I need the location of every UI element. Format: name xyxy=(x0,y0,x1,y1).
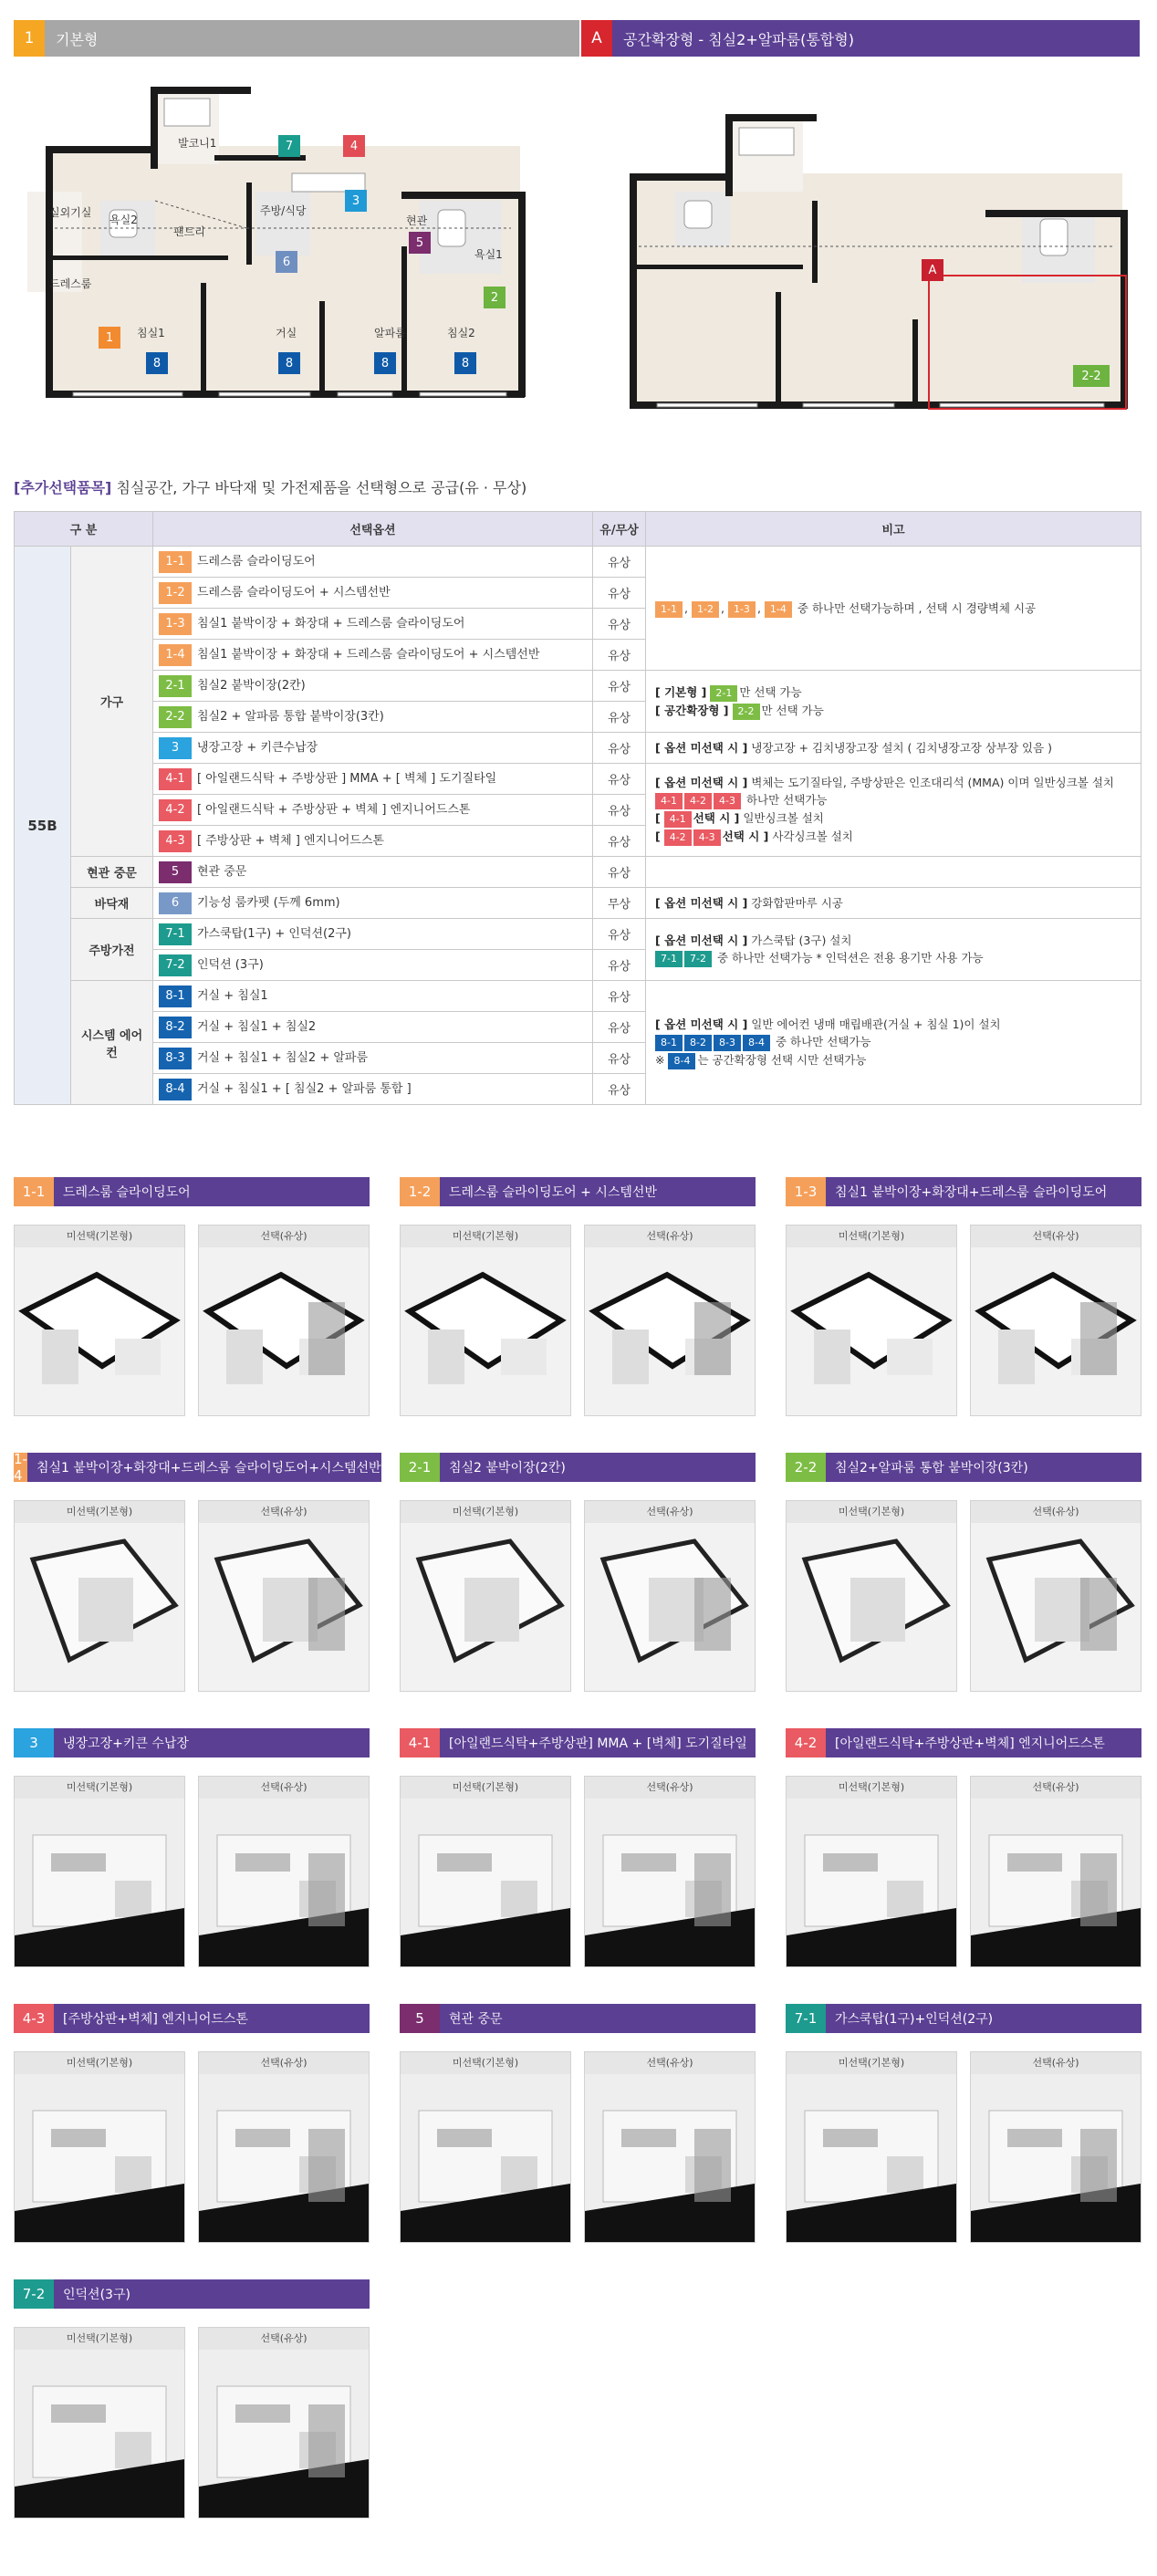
option-card-title: 현관 중문 xyxy=(440,2004,756,2033)
after-illustration xyxy=(971,2074,1141,2242)
room-outdoor-unit: 실외기실 xyxy=(49,206,92,219)
option-1-4: 1-4 침실1 붙박이장 + 화장대 + 드레스룸 슬라이딩도어 + 시스템선반 xyxy=(153,640,593,671)
before-image xyxy=(400,1500,571,1692)
option-card-title: 침실2 붙박이장(2칸) xyxy=(440,1453,756,1482)
option-card-1-1 xyxy=(14,1177,370,1416)
option-card-code: 7-2 xyxy=(14,2279,54,2309)
option-card-2-2 xyxy=(786,1453,1141,1692)
after-illustration xyxy=(585,1247,755,1415)
option-2-1: 2-1 침실2 붙박이장(2칸) xyxy=(153,671,593,702)
option-card-5 xyxy=(400,2004,756,2243)
before-illustration xyxy=(15,1247,184,1415)
before-caption: 미선택(기본형) xyxy=(401,1777,570,1799)
options-table xyxy=(14,511,1141,1105)
plan-badge-5: 5 xyxy=(409,232,431,254)
before-image xyxy=(14,2327,185,2519)
basic-plan-header xyxy=(14,20,579,57)
before-caption: 미선택(기본형) xyxy=(401,1225,570,1247)
extended-floor-plan-drawing xyxy=(620,110,1131,420)
before-caption: 미선택(기본형) xyxy=(787,1225,956,1247)
note-3: [ 옵션 미선택 시 ] 냉장고장 + 김치냉장고장 설치 ( 김치냉장고장 상부장 있음 ) xyxy=(646,733,1141,764)
option-card-code: 4-1 xyxy=(400,1728,440,1757)
before-image xyxy=(400,1225,571,1416)
option-card-code: 4-2 xyxy=(786,1728,826,1757)
before-image xyxy=(400,1776,571,1967)
before-illustration xyxy=(401,1799,570,1966)
option-card-images xyxy=(786,1225,1141,1416)
after-illustration xyxy=(199,2350,369,2518)
paid-cell: 유상 xyxy=(593,547,646,578)
after-illustration xyxy=(585,2074,755,2242)
option-card-header xyxy=(14,2279,370,2309)
paid-cell: 유상 xyxy=(593,919,646,950)
paid-cell: 유상 xyxy=(593,1074,646,1105)
table-row xyxy=(15,733,1141,764)
before-illustration xyxy=(787,2074,956,2242)
after-image xyxy=(970,1500,1141,1692)
paid-cell: 유상 xyxy=(593,857,646,888)
option-card-code: 1-2 xyxy=(400,1177,440,1206)
option-card-title: 침실1 붙박이장+화장대+드레스룸 슬라이딩도어 xyxy=(826,1177,1141,1206)
option-3: 3 냉장고장 + 키큰수납장 xyxy=(153,733,593,764)
option-8-3: 8-3 거실 + 침실1 + 침실2 + 알파룸 xyxy=(153,1043,593,1074)
option-card-title: [주방상판+벽체] 엔지니어드스톤 xyxy=(54,2004,370,2033)
header-category: 구 분 xyxy=(15,512,153,547)
room-alpha: 알파룸 xyxy=(374,327,406,339)
option-card-7-2 xyxy=(14,2279,370,2519)
before-caption: 미선택(기본형) xyxy=(787,1501,956,1523)
room-kitchen: 주방/식당 xyxy=(260,204,307,217)
option-card-7-1 xyxy=(786,2004,1141,2243)
room-bath2: 욕실2 xyxy=(109,214,138,226)
before-caption: 미선택(기본형) xyxy=(15,2052,184,2074)
before-illustration xyxy=(787,1247,956,1415)
room-dressroom: 드레스룸 xyxy=(49,277,92,290)
group-furniture: 가구 xyxy=(71,547,153,857)
option-1-3: 1-3 침실1 붙박이장 + 화장대 + 드레스룸 슬라이딩도어 xyxy=(153,609,593,640)
after-caption: 선택(유상) xyxy=(585,1501,755,1523)
before-caption: 미선택(기본형) xyxy=(401,1501,570,1523)
option-card-code: 7-1 xyxy=(786,2004,826,2033)
after-image xyxy=(970,1776,1141,1967)
option-card-title: 가스쿡탑(1구)+인덕션(2구) xyxy=(826,2004,1141,2033)
room-bed1: 침실1 xyxy=(137,327,165,339)
note-7: [ 옵션 미선택 시 ] 가스쿡탑 (3구) 설치 7-1 7-2 중 하나만 선택가능 * 인덕션은 전용 용기만 사용 가능 xyxy=(646,919,1141,981)
note-2: [ 기본형 ] 2-1 만 선택 가능 [ 공간확장형 ] 2-2 만 선택 가능 xyxy=(646,671,1141,733)
before-caption: 미선택(기본형) xyxy=(401,2052,570,2074)
basic-floor-plan xyxy=(18,82,538,411)
option-card-images xyxy=(400,1225,756,1416)
after-caption: 선택(유상) xyxy=(199,1225,369,1247)
plan-badge-8: 8 xyxy=(146,352,168,374)
header-option: 선택옵션 xyxy=(153,512,593,547)
plan-badge-7: 7 xyxy=(278,135,300,157)
option-8-4: 8-4 거실 + 침실1 + [ 침실2 + 알파룸 통합 ] xyxy=(153,1074,593,1105)
after-illustration xyxy=(971,1799,1141,1966)
table-header-row xyxy=(15,512,1141,547)
option-card-images xyxy=(14,1500,370,1692)
basic-plan-title: 기본형 xyxy=(45,20,579,57)
option-card-code: 1-1 xyxy=(14,1177,54,1206)
paid-cell: 유상 xyxy=(593,578,646,609)
after-illustration xyxy=(585,1799,755,1966)
after-image xyxy=(584,1225,756,1416)
option-card-header xyxy=(400,1728,756,1757)
table-row xyxy=(15,857,1141,888)
paid-cell: 유상 xyxy=(593,733,646,764)
option-4-3: 4-3 [ 주방상판 + 벽체 ] 엔지니어드스톤 xyxy=(153,826,593,857)
before-image xyxy=(14,2051,185,2243)
option-card-header xyxy=(786,2004,1141,2033)
option-2-2: 2-2 침실2 + 알파룸 통합 붙박이장(3칸) xyxy=(153,702,593,733)
after-image xyxy=(584,2051,756,2243)
table-row xyxy=(15,981,1141,1012)
after-image xyxy=(198,1776,370,1967)
plan-badge-3: 3 xyxy=(345,190,367,212)
option-6: 6 기능성 룸카펫 (두께 6mm) xyxy=(153,888,593,919)
room-pantry: 팬트리 xyxy=(173,225,205,238)
room-balcony1: 발코니1 xyxy=(178,137,217,150)
before-illustration xyxy=(787,1523,956,1691)
option-card-2-1 xyxy=(400,1453,756,1692)
before-caption: 미선택(기본형) xyxy=(15,1777,184,1799)
option-card-title: 인덕션(3구) xyxy=(54,2279,370,2309)
extended-floor-plan xyxy=(620,110,1131,420)
after-illustration xyxy=(971,1523,1141,1691)
plan-badge-1: 1 xyxy=(99,327,120,349)
after-illustration xyxy=(199,1799,369,1966)
room-bath1: 욕실1 xyxy=(474,248,503,261)
after-caption: 선택(유상) xyxy=(199,2328,369,2350)
option-card-title: [아일랜드식탁+주방상판+벽체] 엔지니어드스톤 xyxy=(826,1728,1141,1757)
option-4-2: 4-2 [ 아일랜드식탁 + 주방상판 + 벽체 ] 엔지니어드스톤 xyxy=(153,795,593,826)
option-card-code: 3 xyxy=(14,1728,54,1757)
option-7-1: 7-1 가스쿡탑(1구) + 인덕션(2구) xyxy=(153,919,593,950)
option-5: 5 현관 중문 xyxy=(153,857,593,888)
paid-cell: 유상 xyxy=(593,795,646,826)
before-illustration xyxy=(787,1799,956,1966)
before-illustration xyxy=(15,2074,184,2242)
after-image xyxy=(584,1776,756,1967)
option-card-header xyxy=(400,1177,756,1206)
option-card-code: 2-2 xyxy=(786,1453,826,1482)
table-row xyxy=(15,919,1141,950)
option-card-4-1 xyxy=(400,1728,756,1967)
plan-badge-2-2: 2-2 xyxy=(1073,365,1110,387)
before-image xyxy=(14,1776,185,1967)
paid-cell: 유상 xyxy=(593,1012,646,1043)
paid-cell: 유상 xyxy=(593,640,646,671)
plan-badge-8: 8 xyxy=(374,352,396,374)
option-card-images xyxy=(400,2051,756,2243)
after-caption: 선택(유상) xyxy=(585,1777,755,1799)
before-caption: 미선택(기본형) xyxy=(15,1501,184,1523)
option-card-1-4 xyxy=(14,1451,381,1692)
before-illustration xyxy=(401,1523,570,1691)
option-card-title: [아일랜드식탁+주방상판] MMA + [벽체] 도기질타일 xyxy=(440,1728,756,1757)
option-card-1-3 xyxy=(786,1177,1141,1416)
table-row xyxy=(15,764,1141,795)
before-image xyxy=(786,2051,957,2243)
room-living: 거실 xyxy=(276,327,297,339)
before-image xyxy=(400,2051,571,2243)
after-caption: 선택(유상) xyxy=(971,1777,1141,1799)
after-image xyxy=(198,2051,370,2243)
before-caption: 미선택(기본형) xyxy=(15,1225,184,1247)
before-illustration xyxy=(15,1523,184,1691)
option-card-header xyxy=(400,2004,756,2033)
options-title-text: 침실공간, 가구 바닥재 및 가전제품을 선택형으로 공급(유 · 무상) xyxy=(116,479,527,496)
option-card-header xyxy=(14,1451,381,1484)
option-1-2: 1-2 드레스룸 슬라이딩도어 + 시스템선반 xyxy=(153,578,593,609)
after-illustration xyxy=(971,1247,1141,1415)
before-illustration xyxy=(401,1247,570,1415)
after-caption: 선택(유상) xyxy=(199,1501,369,1523)
paid-cell: 유상 xyxy=(593,609,646,640)
option-7-2: 7-2 인덕션 (3구) xyxy=(153,950,593,981)
note-5 xyxy=(646,857,1141,888)
paid-cell: 유상 xyxy=(593,764,646,795)
plan-badge-2: 2 xyxy=(484,287,506,308)
option-card-code: 1-4 xyxy=(14,1451,27,1484)
option-card-images xyxy=(14,1776,370,1967)
option-card-header xyxy=(786,1453,1141,1482)
option-card-images xyxy=(786,2051,1141,2243)
after-image xyxy=(584,1500,756,1692)
option-card-images xyxy=(786,1776,1141,1967)
paid-cell: 유상 xyxy=(593,671,646,702)
after-image xyxy=(970,1225,1141,1416)
after-image xyxy=(198,1500,370,1692)
after-caption: 선택(유상) xyxy=(585,2052,755,2074)
group-flooring: 바닥재 xyxy=(71,888,153,919)
option-card-code: 5 xyxy=(400,2004,440,2033)
option-card-3 xyxy=(14,1728,370,1967)
option-card-images xyxy=(14,2327,370,2519)
after-image xyxy=(198,2327,370,2519)
option-card-header xyxy=(14,2004,370,2033)
plan-badge-8: 8 xyxy=(454,352,476,374)
option-card-code: 2-1 xyxy=(400,1453,440,1482)
option-card-images xyxy=(14,1225,370,1416)
extended-plan-header xyxy=(581,20,1140,57)
basic-plan-number: 1 xyxy=(14,20,45,57)
option-card-header xyxy=(400,1453,756,1482)
group-aircon: 시스템 에어컨 xyxy=(71,981,153,1105)
note-4: [ 옵션 미선택 시 ] 벽체는 도기질타일, 주방상판은 인조대리석 (MMA) 이며 일반싱크볼 설치 4-1 4-2 4-3 하나만 선택가능 [ 4-1 선택 시 ] 일반싱크볼 설치 [ 4-2 4-3 선택 시 ] 사각싱크볼 설치 xyxy=(646,764,1141,857)
before-caption: 미선택(기본형) xyxy=(787,1777,956,1799)
options-title xyxy=(14,476,526,497)
after-caption: 선택(유상) xyxy=(971,1225,1141,1247)
after-illustration xyxy=(199,1247,369,1415)
paid-cell: 유상 xyxy=(593,950,646,981)
after-illustration xyxy=(199,2074,369,2242)
table-row xyxy=(15,888,1141,919)
plan-badge-6: 6 xyxy=(276,251,297,273)
before-image xyxy=(14,1500,185,1692)
after-caption: 선택(유상) xyxy=(199,1777,369,1799)
extended-plan-number: A xyxy=(581,20,612,57)
before-illustration xyxy=(15,2350,184,2518)
option-card-4-2 xyxy=(786,1728,1141,1967)
before-image xyxy=(786,1776,957,1967)
before-illustration xyxy=(401,2074,570,2242)
extended-marker-a: A xyxy=(922,259,943,281)
option-card-title: 냉장고장+키큰 수납장 xyxy=(54,1728,370,1757)
option-card-code: 4-3 xyxy=(14,2004,54,2033)
options-title-emphasis: [추가선택품목] xyxy=(14,479,112,496)
extended-plan-title: 공간확장형 - 침실2+알파룸(통합형) xyxy=(612,20,1140,57)
plan-badge-4: 4 xyxy=(343,135,365,157)
option-4-1: 4-1 [ 아일랜드식탁 + 주방상판 ] MMA + [ 벽체 ] 도기질타일 xyxy=(153,764,593,795)
option-card-images xyxy=(400,1776,756,1967)
option-card-images xyxy=(14,2051,370,2243)
option-card-header xyxy=(786,1177,1141,1206)
room-entrance: 현관 xyxy=(406,214,428,227)
paid-cell: 유상 xyxy=(593,981,646,1012)
note-6: [ 옵션 미선택 시 ] 강화합판마루 시공 xyxy=(646,888,1141,919)
option-card-images xyxy=(786,1500,1141,1692)
after-caption: 선택(유상) xyxy=(971,2052,1141,2074)
note-1: 1-1 , 1-2 , 1-3 , 1-4 중 하나만 선택가능하며 , 선택 시 경량벽체 시공 xyxy=(646,547,1141,671)
option-card-title: 침실1 붙박이장+화장대+드레스룸 슬라이딩도어+시스템선반 xyxy=(27,1453,381,1482)
option-card-header xyxy=(14,1177,370,1206)
header-remarks: 비고 xyxy=(646,512,1141,547)
room-bed2: 침실2 xyxy=(447,327,475,339)
option-1-1: 1-1 드레스룸 슬라이딩도어 xyxy=(153,547,593,578)
after-caption: 선택(유상) xyxy=(971,1501,1141,1523)
group-entrance-door: 현관 중문 xyxy=(71,857,153,888)
option-card-images xyxy=(400,1500,756,1692)
before-caption: 미선택(기본형) xyxy=(15,2328,184,2350)
after-illustration xyxy=(199,1523,369,1691)
note-8: [ 옵션 미선택 시 ] 일반 에어컨 냉매 매립배관(거실 + 침실 1)이 설치 8-1 8-2 8-3 8-4 중 하나만 선택가능 ※ 8-4 는 공간확장형 선택 시만 선택가능 xyxy=(646,981,1141,1105)
table-row xyxy=(15,671,1141,702)
after-caption: 선택(유상) xyxy=(585,1225,755,1247)
before-caption: 미선택(기본형) xyxy=(787,2052,956,2074)
table-row xyxy=(15,547,1141,578)
after-illustration xyxy=(585,1523,755,1691)
option-card-1-2 xyxy=(400,1177,756,1416)
after-image xyxy=(970,2051,1141,2243)
group-kitchen-appliance: 주방가전 xyxy=(71,919,153,981)
paid-cell: 유상 xyxy=(593,826,646,857)
option-card-4-3 xyxy=(14,2004,370,2243)
option-card-title: 드레스룸 슬라이딩도어 xyxy=(54,1177,370,1206)
option-card-header xyxy=(786,1728,1141,1757)
paid-cell: 유상 xyxy=(593,1043,646,1074)
option-card-header xyxy=(14,1728,370,1757)
option-8-1: 8-1 거실 + 침실1 xyxy=(153,981,593,1012)
option-8-2: 8-2 거실 + 침실1 + 침실2 xyxy=(153,1012,593,1043)
paid-cell: 무상 xyxy=(593,888,646,919)
option-card-code: 1-3 xyxy=(786,1177,826,1206)
before-image xyxy=(786,1500,957,1692)
before-illustration xyxy=(15,1799,184,1966)
paid-cell: 유상 xyxy=(593,702,646,733)
header-paid: 유/무상 xyxy=(593,512,646,547)
unit-type: 55B xyxy=(15,547,71,1105)
option-card-title: 드레스룸 슬라이딩도어 + 시스템선반 xyxy=(440,1177,756,1206)
before-image xyxy=(14,1225,185,1416)
before-image xyxy=(786,1225,957,1416)
plan-badge-8: 8 xyxy=(278,352,300,374)
after-image xyxy=(198,1225,370,1416)
after-caption: 선택(유상) xyxy=(199,2052,369,2074)
option-card-title: 침실2+알파룸 통합 붙박이장(3칸) xyxy=(826,1453,1141,1482)
